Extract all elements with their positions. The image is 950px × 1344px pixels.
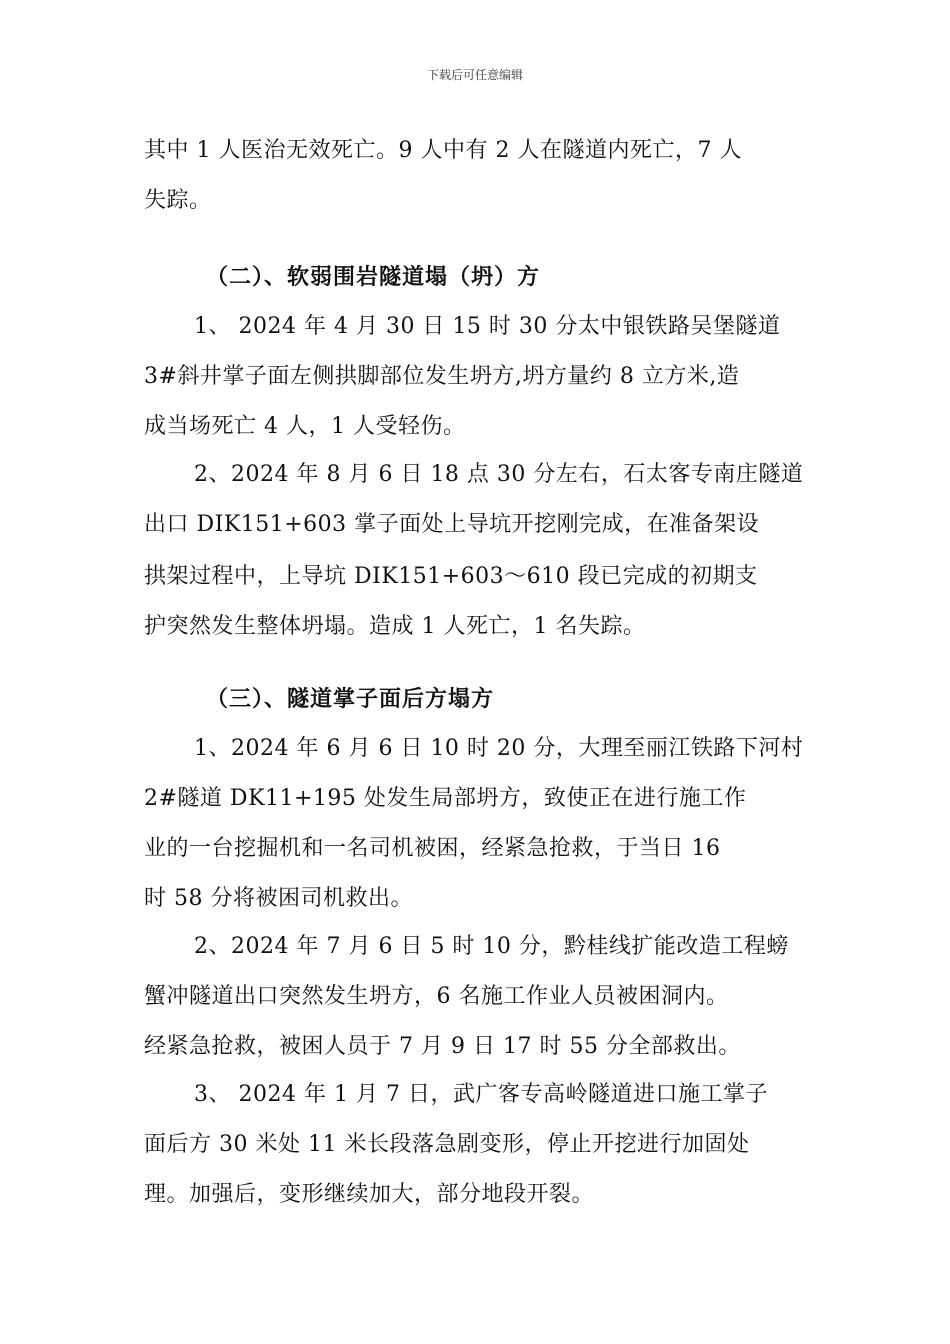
paragraph-line: 2、2024 年 8 月 6 日 18 点 30 分左右，石太客专南庄隧道 xyxy=(194,462,804,487)
paragraph-line: 时 58 分将被困司机救出。 xyxy=(144,886,413,911)
paragraph-line: 2、2024 年 7 月 6 日 5 时 10 分，黔桂线扩能改造工程螃 xyxy=(194,934,789,959)
paragraph-line: 1、 2024 年 4 月 30 日 15 时 30 分太中银铁路吴堡隧道 xyxy=(194,314,781,339)
paragraph-line: 护突然发生整体坍塌。造成 1 人死亡，1 名失踪。 xyxy=(144,614,646,639)
paragraph-line: 3#斜井掌子面左侧拱脚部位发生坍方,坍方量约 8 立方米,造 xyxy=(144,364,740,389)
paragraph-line: 3、 2024 年 1 月 7 日，武广客专高岭隧道进口施工掌子 xyxy=(194,1082,768,1107)
section-heading-2: （二）、软弱围岩隧道塌（坍）方 xyxy=(206,264,541,290)
paragraph-line: 面后方 30 米处 11 米长段落急剧变形，停止开挖进行加固处 xyxy=(144,1132,750,1157)
paragraph-line: 拱架过程中，上导坑 DIK151+603～610 段已完成的初期支 xyxy=(144,564,758,589)
paragraph-line: 理。加强后，变形继续加大，部分地段开裂。 xyxy=(144,1182,595,1207)
paragraph-line: 成当场死亡 4 人，1 人受轻伤。 xyxy=(144,414,466,439)
paragraph-line: 失踪。 xyxy=(144,188,212,213)
paragraph-line: 1、2024 年 6 月 6 日 10 时 20 分，大理至丽江铁路下河村 xyxy=(194,736,804,761)
paragraph-line: 2#隧道 DK11+195 处发生局部坍方，致使正在进行施工作 xyxy=(144,786,747,811)
paragraph-line: 出口 DIK151+603 掌子面处上导坑开挖刚完成，在准备架设 xyxy=(144,512,760,537)
section-heading-3: （三）、隧道掌子面后方塌方 xyxy=(206,686,495,712)
paragraph-line: 经紧急抢救，被困人员于 7 月 9 日 17 时 55 分全部救出。 xyxy=(144,1034,741,1059)
page-header: 下载后可任意编辑 xyxy=(426,68,523,82)
paragraph-line: 其中 1 人医治无效死亡。9 人中有 2 人在隧道内死亡，7 人 xyxy=(144,138,742,163)
paragraph-line: 业的一台挖掘机和一名司机被困，经紧急抢救，于当日 16 xyxy=(144,836,721,861)
paragraph-line: 蟹冲隧道出口突然发生坍方，6 名施工作业人员被困洞内。 xyxy=(144,984,729,1009)
